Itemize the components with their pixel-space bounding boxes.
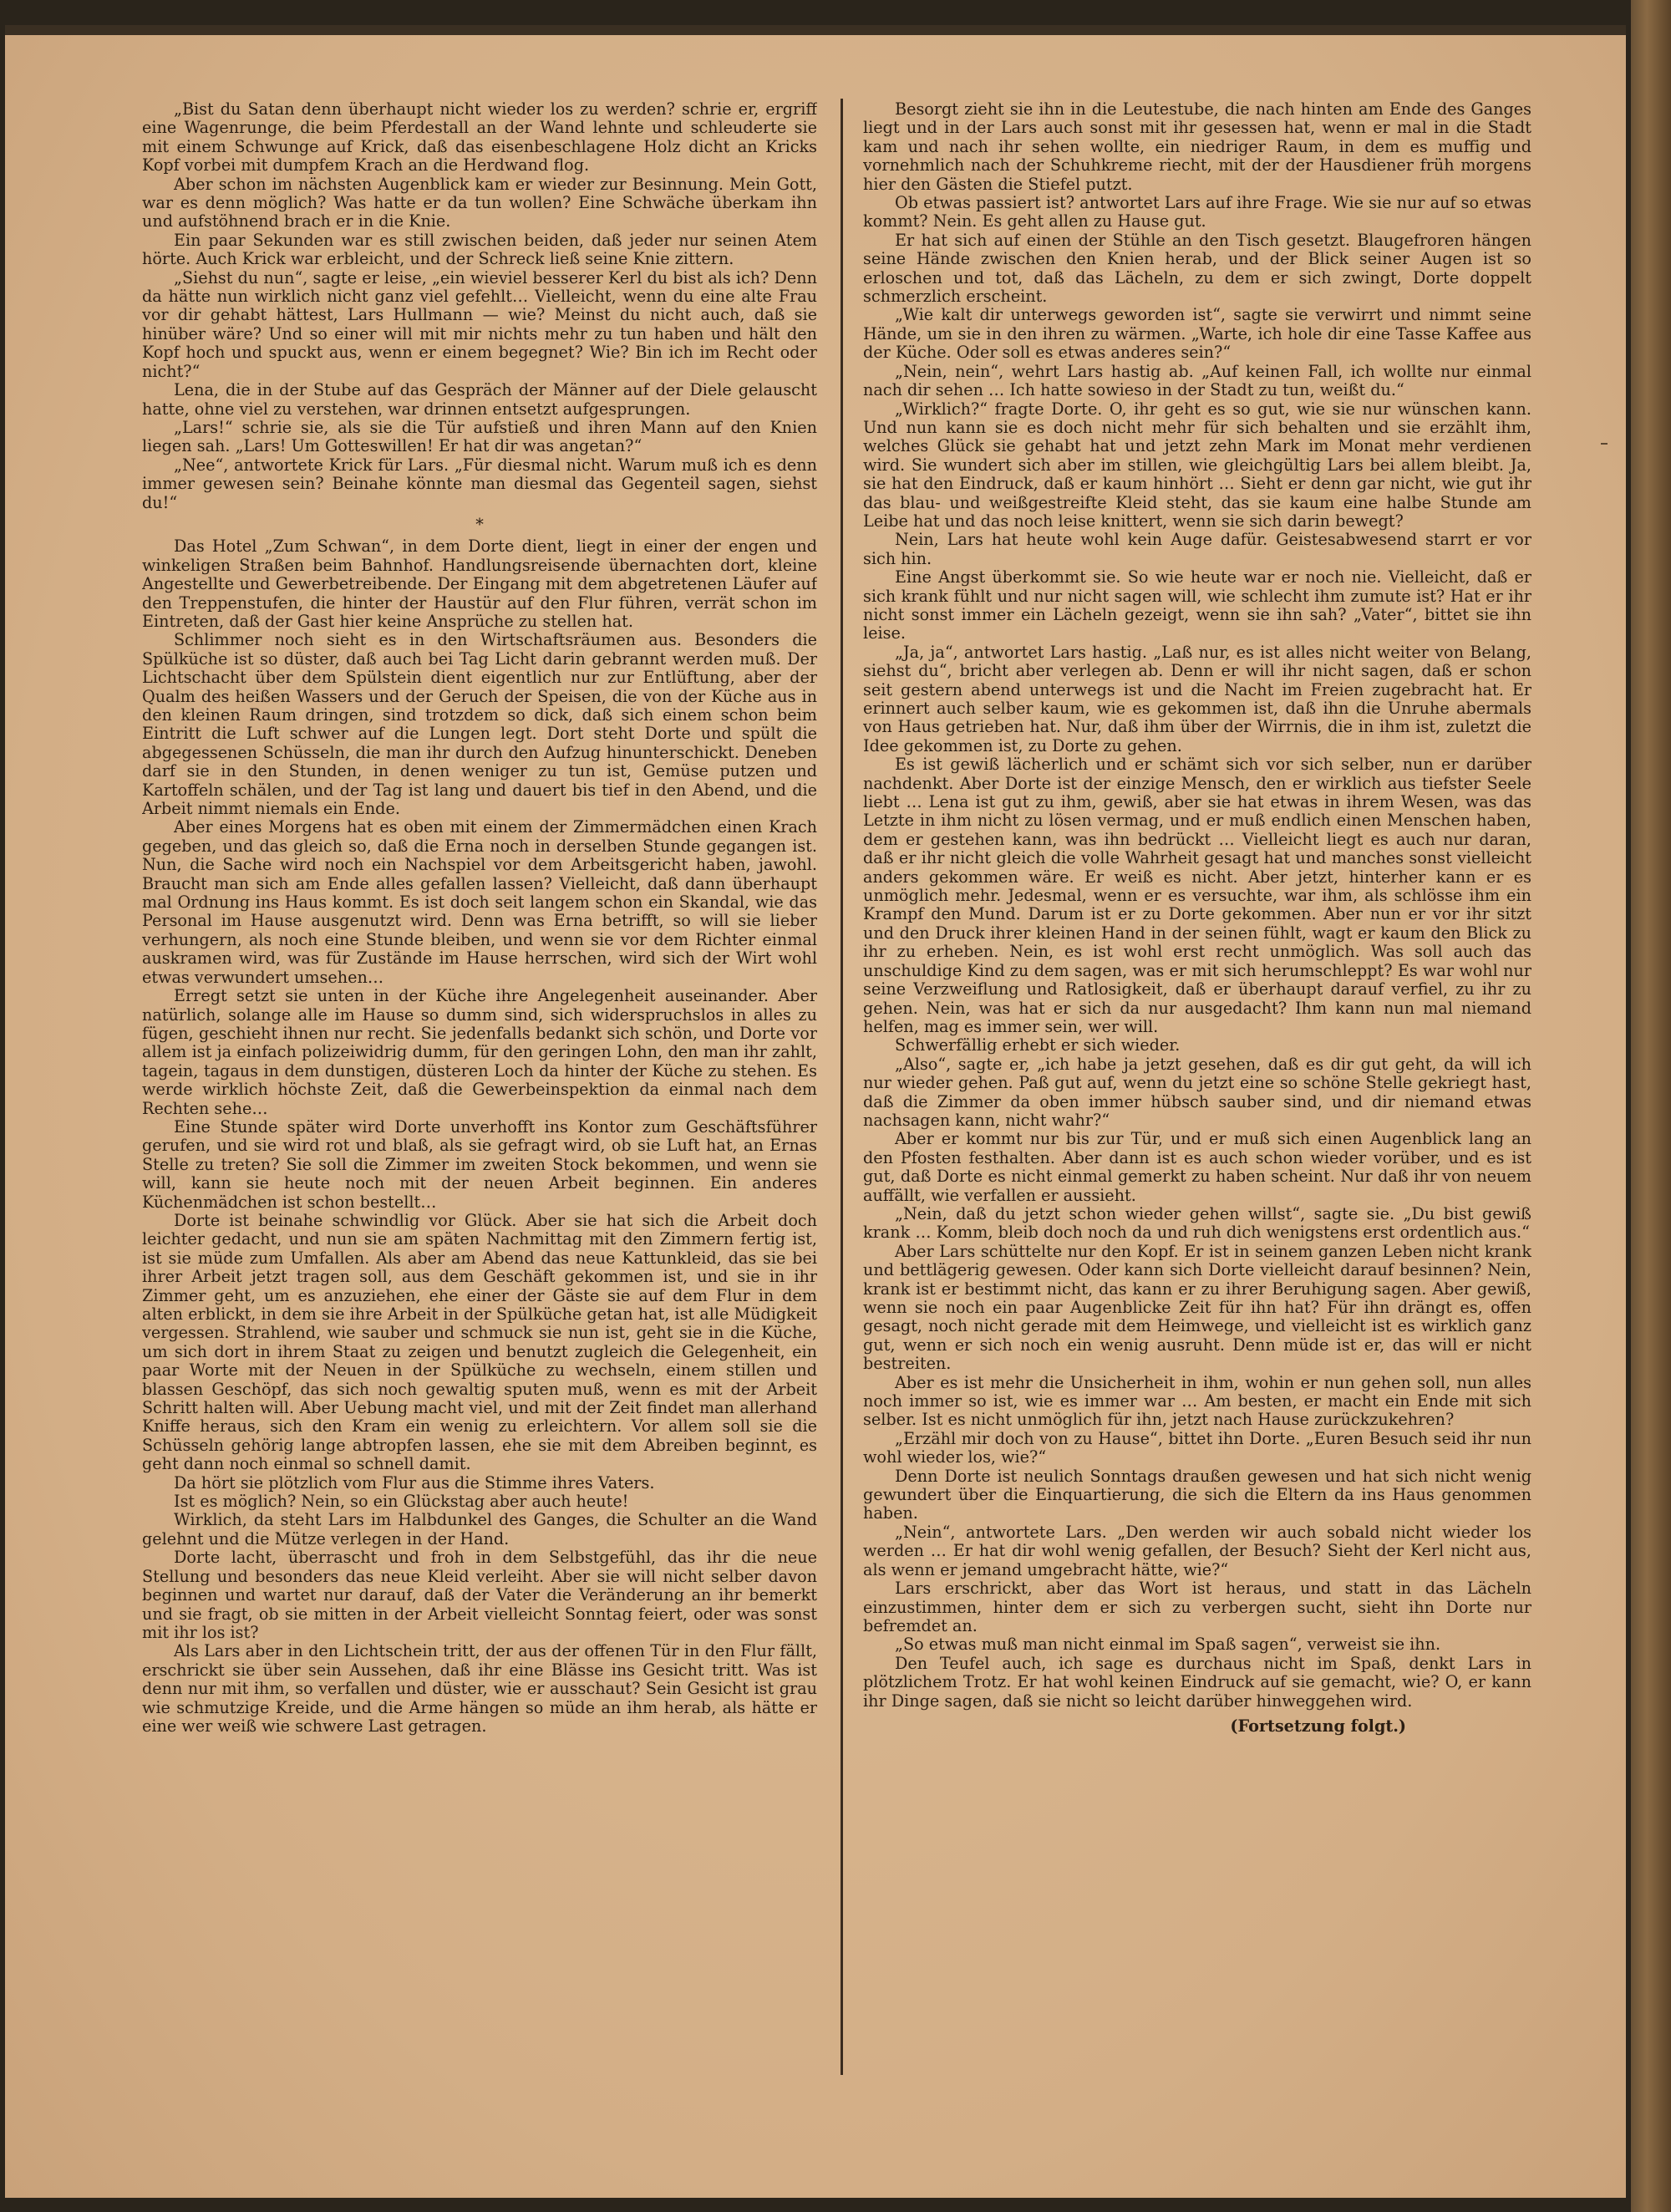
- paragraph: „Wie kalt dir unterwegs geworden ist“, sagte sie verwirrt und nimmt seine Hände, um sie in den ihren zu wärmen. „Warte, ich hole dir eine Tasse Kaffee aus der Küche. Oder soll es etwas anderes sein?“: [863, 305, 1531, 363]
- paragraph: „Siehst du nun“, sagte er leise, „ein wieviel besserer Kerl du bist als ich? Denn da hätte nun wirklich nicht ganz viel gefehlt… Vielleicht, wenn du eine alte Frau vor dir gehabt hättest, Lars Hullmann — wie? Meinst du nicht auch, daß sie hinüber wäre? Und so einer will mit mir nichts mehr zu tun haben und hält den Kopf hoch und spuckt aus, wenn er einem begegnet? Wie? Bin ich im Recht oder nicht?“: [142, 267, 817, 381]
- paragraph: „Wirklich?“ fragte Dorte. O, ihr geht es so gut, wie sie nur wünschen kann. Und nun kann sie es doch nicht mehr für sich behalten und sie erzählt ihm, welches Glück sie gehabt hat und jetzt zehn Mark im Monat mehr verdienen wird. Sie wundert sich aber im stillen, wie gleichgültig Lars bei allem bleibt. Ja, sie hat den Eindruck, daß er kaum hinhört … Sieht er denn gar nicht, wie gut ihr das blau- und weißgestreifte Kleid steht, das sie kaum eine halbe Stunde am Leibe hat und das noch leise knittert, wenn sie sich darin bewegt?: [863, 399, 1531, 531]
- paragraph: Aber es ist mehr die Unsicherheit in ihm, wohin er nun gehen soll, nun alles noch immer so ist, wie es immer war … Am besten, er macht ein Ende mit sich selber. Ist es nicht unmöglich für ihn, jetzt nach Hause zurückzukehren?: [863, 1372, 1531, 1430]
- paragraph: Wirklich, da steht Lars im Halbdunkel des Ganges, die Schulter an die Wand gelehnt und die Mütze verlegen in der Hand.: [142, 1510, 817, 1548]
- paragraph: Das Hotel „Zum Schwan“, in dem Dorte dient, liegt in einer der engen und winkeligen Straßen beim Bahnhof. Handlungsreisende übernachten dort, kleine Angestellte und Gewerbetreibende. Der Eingang mit dem abgetretenen Läufer auf den Treppenstufen, die hinter der Haustür auf den Flur führen, verrät schon im Eintreten, daß der Gast hier keine Ansprüche zu stellen hat.: [142, 536, 817, 631]
- paragraph: „Bist du Satan denn überhaupt nicht wieder los zu werden? schrie er, ergriff eine Wagenrunge, die beim Pferdestall an der Wand lehnte und schleuderte sie mit einem Schwunge auf Krick, daß das eisenbeschlagene Holz dicht an Kricks Kopf vorbei mit dumpfem Krach an die Herdwand flog.: [142, 100, 817, 175]
- paragraph: Aber er kommt nur bis zur Tür, und er muß sich einen Augenblick lang an den Pfosten festhalten. Aber dann ist es auch schon wieder vorüber, und es ist gut, daß Dorte es nicht einmal gemerkt zu haben scheint. Nur daß ihr von neuem auffällt, wie verfallen er aussieht.: [863, 1129, 1531, 1205]
- paragraph: „Nein, daß du jetzt schon wieder gehen willst“, sagte sie. „Du bist gewiß krank … Komm, bleib doch noch da und ruh dich wenigstens erst ordentlich aus.“: [863, 1203, 1531, 1243]
- paragraph: Denn Dorte ist neulich Sonntags draußen gewesen und hat sich nicht wenig gewundert über die Einquartierung, die sich die Eltern da ins Haus genommen haben.: [863, 1466, 1531, 1523]
- paragraph: „Also“, sagte er, „ich habe ja jetzt gesehen, daß es dir gut geht, da will ich nur wieder gehen. Paß gut auf, wenn du jetzt eine so schöne Stelle gekriegt hast, daß die Zimmer da oben immer hübsch sauber sind, und dir niemand etwas nachsagen kann, nicht wahr?“: [863, 1054, 1531, 1130]
- paragraph: „Erzähl mir doch von zu Hause“, bittet ihn Dorte. „Euren Besuch seid ihr nun wohl wieder los, wie?“: [863, 1428, 1531, 1467]
- paragraph: Aber Lars schüttelte nur den Kopf. Er ist in seinem ganzen Leben nicht krank und bettlägerig gewesen. Oder kann sich Dorte vielleicht darauf besinnen? Nein, krank ist er bestimmt nicht, das kann er zu ihrer Beruhigung sagen. Aber gewiß, wenn sie noch ein paar Augenblicke Zeit für ihn hat? Für ihn drängt es, offen gesagt, noch nicht gerade mit dem Heimwege, und vielleicht ist es wirklich ganz gut, wenn er sich noch ein wenig ausruht. Denn müde ist er, das will er nicht bestreiten.: [863, 1241, 1531, 1374]
- section-separator: *: [475, 514, 484, 534]
- right-text-column: [863, 100, 1531, 2072]
- paragraph: Als Lars aber in den Lichtschein tritt, der aus der offenen Tür in den Flur fällt, erschrickt sie über sein Aussehen, daß ihr eine Blässe ins Gesicht tritt. Was ist denn nur mit ihm, so verfallen und düster, wie er ausschaut? Sein Gesicht ist grau wie schmutzige Kreide, und die Arme hängen so müde an ihm herab, als hätte er eine wer weiß wie schwere Last getragen.: [142, 1641, 817, 1736]
- paragraph: Nein, Lars hat heute wohl kein Auge dafür. Geistesabwesend starrt er vor sich hin.: [863, 530, 1531, 568]
- paragraph: Aber eines Morgens hat es oben mit einem der Zimmermädchen einen Krach gegeben, und das gleich so, daß die Erna noch in derselben Stunde gegangen ist. Nun, die Sache wird noch ein Nachspiel vor dem Arbeitsgericht haben, jawohl. Braucht man sich am Ende alles gefallen lassen? Vielleicht, daß dann überhaupt mal Ordnung ins Haus kommt. Es ist doch seit langem schon ein Skandal, wie das Personal im Hause ausgenutzt wird. Denn was Erna betrifft, so will sie lieber verhungern, als noch eine Stunde bleiben, und wenn sie vor dem Richter einmal auskramen wird, was für Zustände im Hause herrschen, wird sich der Wirt wohl etwas verwundert umsehen…: [142, 817, 817, 987]
- continuation-note: (Fortsetzung folgt.): [1230, 1716, 1406, 1736]
- paragraph: Eine Angst überkommt sie. So wie heute war er noch nie. Vielleicht, daß er sich krank fühlt und nur nicht sagen will, wie schlecht ihm zumute ist? Hat er ihr nicht sonst immer ein Lächeln gezeigt, wenn sie ihn sah? „Vater“, bittet sie ihn leise.: [863, 567, 1531, 643]
- paragraph: Ist es möglich? Nein, so ein Glückstag aber auch heute!: [174, 1492, 629, 1512]
- paragraph: „Ja, ja“, antwortet Lars hastig. „Laß nur, es ist alles nicht weiter von Belang, siehst du“, bricht aber verlegen ab. Denn er will ihr nicht sagen, daß er schon seit gestern abend unterwegs ist und die Nacht im Freien zugebracht hat. Er erinnert auch selber kaum, wie es gekommen ist, daß ihn die Unruhe abermals von Haus getrieben hat. Nur, daß ihm über der Wirrnis, die in ihm ist, zuletzt die Idee gekommen ist, zu Dorte zu gehen.: [863, 642, 1531, 755]
- paragraph: „Nein“, antwortete Lars. „Den werden wir auch sobald nicht wieder los werden … Er hat dir wohl wenig gefallen, der Besuch? Sieht der Kerl nicht aus, als wenn er jemand umgebracht hätte, wie?“: [863, 1522, 1531, 1579]
- left-text-column: [142, 100, 817, 2072]
- paragraph: Erregt setzt sie unten in der Küche ihre Angelegenheit auseinander. Aber natürlich, solange alle im Hause so dumm sind, sich widerspruchslos in alles zu fügen, geschieht ihnen nur recht. Sie jedenfalls bedankt sich schön, und Dorte vor allem ist ja einfach polizeiwidrig dumm, für den geringen Lohn, den man ihr zahlt, tagein, tagaus in dem dunstigen, düsteren Loch da hinter der Küche zu stehen. Es werde wirklich höchste Zeit, daß die Gewerbeinspektion da einmal nach dem Rechten sehe…: [142, 986, 817, 1118]
- paragraph: Lars erschrickt, aber das Wort ist heraus, und statt in das Lächeln einzustimmen, hinter dem er sich zu verbergen sucht, sieht ihn Dorte nur befremdet an.: [863, 1579, 1531, 1635]
- paragraph: Besorgt zieht sie ihn in die Leutestube, die nach hinten am Ende des Ganges liegt und in der Lars auch sonst mit ihr gesessen hat, wenn er mal in die Stadt kam und nach ihr sehen wollte, ein niedriger Raum, in dem es muffig und vornehmlich nach der Schuhkreme riecht, mit der der Hausdiener früh morgens hier den Gästen die Stiefel putzt.: [863, 100, 1531, 194]
- paragraph: Es ist gewiß lächerlich und er schämt sich vor sich selber, nun er darüber nachdenkt. Aber Dorte ist der einzige Mensch, den er wirklich aus tiefster Seele liebt … Lena ist gut zu ihm, gewiß, aber sie hat etwas in ihrem Wesen, was das Letzte in ihm nicht zu lösen vermag, und er muß endlich einen Menschen haben, dem er gestehen kann, was ihn bedrückt … Vielleicht liegt es auch nur daran, daß er ihr nicht gleich die volle Wahrheit gesagt hat und manches sonst vielleicht anders gekommen wäre. Er weiß es nicht. Aber jetzt, hinterher kann er es unmöglich mehr. Jedesmal, wenn er es versuchte, war ihm, als schlösse ihm ein Krampf den Mund. Darum ist er zu Dorte gekommen. Aber nun er vor ihr sitzt und den Druck ihrer kleinen Hand in der seinen fühlt, wagt er kaum den Blick zu ihr zu erheben. Nein, es ist wohl erst recht unmöglich. Was soll auch das unschuldige Kind zu dem sagen, was er mit sich herumschleppt? Es war wohl nur seine Verzweiflung und Ratlosigkeit, daß er überhaupt darauf verfiel, zu ihr zu gehen. Nein, was hat er sich da nur ausgedacht? Ihm kann nun mal niemand helfen, mag es immer sein, wer will.: [863, 755, 1531, 1036]
- paragraph: Dorte lacht, überrascht und froh in dem Selbstgefühl, das ihr die neue Stellung und besonders das neue Kleid verleiht. Aber sie will nicht selber davon beginnen und wartet nur darauf, daß der Vater die Veränderung an ihr bemerkt und sie fragt, ob sie mitten in der Arbeit vielleicht Sonntag feiert, oder was sonst mit ihr los ist?: [142, 1548, 817, 1642]
- paragraph: Ein paar Sekunden war es still zwischen beiden, daß jeder nur seinen Atem hörte. Auch Krick war erbleicht, und der Schreck ließ seine Knie zittern.: [142, 230, 817, 269]
- paragraph: Aber schon im nächsten Augenblick kam er wieder zur Besinnung. Mein Gott, war es denn möglich? Was hatte er da tun wollen? Eine Schwäche überkam ihn und aufstöhnend brach er in die Knie.: [142, 174, 817, 231]
- column-divider: [841, 99, 843, 2075]
- book-binding-edge: [1631, 0, 1671, 2212]
- paragraph: Den Teufel auch, ich sage es durchaus nicht im Spaß, denkt Lars in plötzlichem Trotz. Er hat wohl keinen Eindruck auf sie gemacht, wie? O, er kann ihr Dinge sagen, daß sie nicht so leicht darüber hinweggehen wird.: [863, 1653, 1531, 1711]
- paragraph: Ob etwas passiert ist? antwortet Lars auf ihre Frage. Wie sie nur auf so etwas kommt? Nein. Es geht allen zu Hause gut.: [863, 193, 1531, 231]
- paragraph: Eine Stunde später wird Dorte unverhofft ins Kontor zum Geschäftsführer gerufen, und sie wird rot und blaß, als sie gefragt wird, ob sie Luft hat, an Ernas Stelle zu treten? Sie soll die Zimmer im zweiten Stock bekommen, und wenn sie will, kann sie heute noch mit der neuen Arbeit beginnen. Ein anderes Küchenmädchen ist schon bestellt…: [142, 1116, 817, 1212]
- paragraph: „Nein, nein“, wehrt Lars hastig ab. „Auf keinen Fall, ich wollte nur einmal nach dir sehen … Ich hatte sowieso in der Stadt zu tun, weißt du.“: [863, 361, 1531, 400]
- paragraph: Lena, die in der Stube auf das Gespräch der Männer auf der Diele gelauscht hatte, ohne viel zu verstehen, war drinnen entsetzt aufgesprungen.: [142, 380, 817, 419]
- paragraph: „So etwas muß man nicht einmal im Spaß sagen“, verweist sie ihn.: [895, 1635, 1441, 1655]
- paragraph: Schwerfällig erhebt er sich wieder.: [895, 1035, 1181, 1055]
- margin-mark: [1601, 443, 1608, 445]
- paragraph: Schlimmer noch sieht es in den Wirtschaftsräumen aus. Besonders die Spülküche ist so düster, daß auch bei Tag Licht darin gebrannt werden muß. Der Lichtschacht über dem Spülstein dient eigentlich nur zur Entlüftung, aber der Qualm des heißen Wassers und der Geruch der Speisen, die von der Küche aus in den kleinen Raum dringen, sind trotzdem so dick, daß sich einem schon beim Eintritt die Luft schwer auf die Lungen legt. Dort steht Dorte und spült die abgegessenen Schüsseln, die man ihr durch den Aufzug hinunterschickt. Deneben darf sie in den Stunden, in denen weniger zu tun ist, Gemüse putzen und Kartoffeln schälen, und der Tag ist lang und dauert bis tief in den Abend, und die Arbeit nimmt niemals ein Ende.: [142, 630, 817, 819]
- paragraph: „Lars!“ schrie sie, als sie die Tür aufstieß und ihren Mann auf den Knien liegen sah. „Lars! Um Gotteswillen! Er hat dir was angetan?“: [142, 417, 817, 456]
- paragraph: „Nee“, antwortete Krick für Lars. „Für diesmal nicht. Warum muß ich es denn immer gewesen sein? Beinahe könnte man diesmal das Gegenteil sagen, siehst du!“: [142, 455, 817, 512]
- paragraph: Dorte ist beinahe schwindlig vor Glück. Aber sie hat sich die Arbeit doch leichter gedacht, und nun sie am späten Nachmittag mit den Zimmern fertig ist, ist sie müde zum Umfallen. Als aber am Abend das neue Kattunkleid, das sie bei ihrer Arbeit jetzt tragen soll, aus dem Geschäft gekommen ist, und sie in ihr Zimmer geht, um es anzuziehen, ehe einer der Gäste sie auf dem Flur in dem alten erblickt, in dem sie ihre Arbeit in der Spülküche getan hat, ist alle Müdigkeit vergessen. Strahlend, wie sauber und schmuck sie nun ist, geht sie in die Küche, um sich dort in ihrem Staat zu zeigen und benutzt zugleich die Gelegenheit, ein paar Worte mit der Neuen in der Spülküche zu wechseln, einem stillen und blassen Geschöpf, das sich noch gewaltig sputen muß, wenn es mit der Arbeit Schritt halten will. Aber Uebung macht viel, und mit der Zeit findet man allerhand Kniffe heraus, sich den Kram ein wenig zu erleichtern. Vor allem soll sie die Schüsseln gehörig lange abtropfen lassen, ehe sie mit dem Abreiben beginnt, es geht dann noch einmal so schnell damit.: [142, 1210, 817, 1474]
- paragraph: Da hört sie plötzlich vom Flur aus die Stimme ihres Vaters.: [174, 1472, 655, 1492]
- paragraph: Er hat sich auf einen der Stühle an den Tisch gesetzt. Blaugefroren hängen seine Hände zwischen den Knien herab, und der Blick seiner Augen ist so erloschen und tot, daß das Lächeln, zu dem er sich zwingt, Dorte doppelt schmerzlich erscheint.: [863, 230, 1531, 307]
